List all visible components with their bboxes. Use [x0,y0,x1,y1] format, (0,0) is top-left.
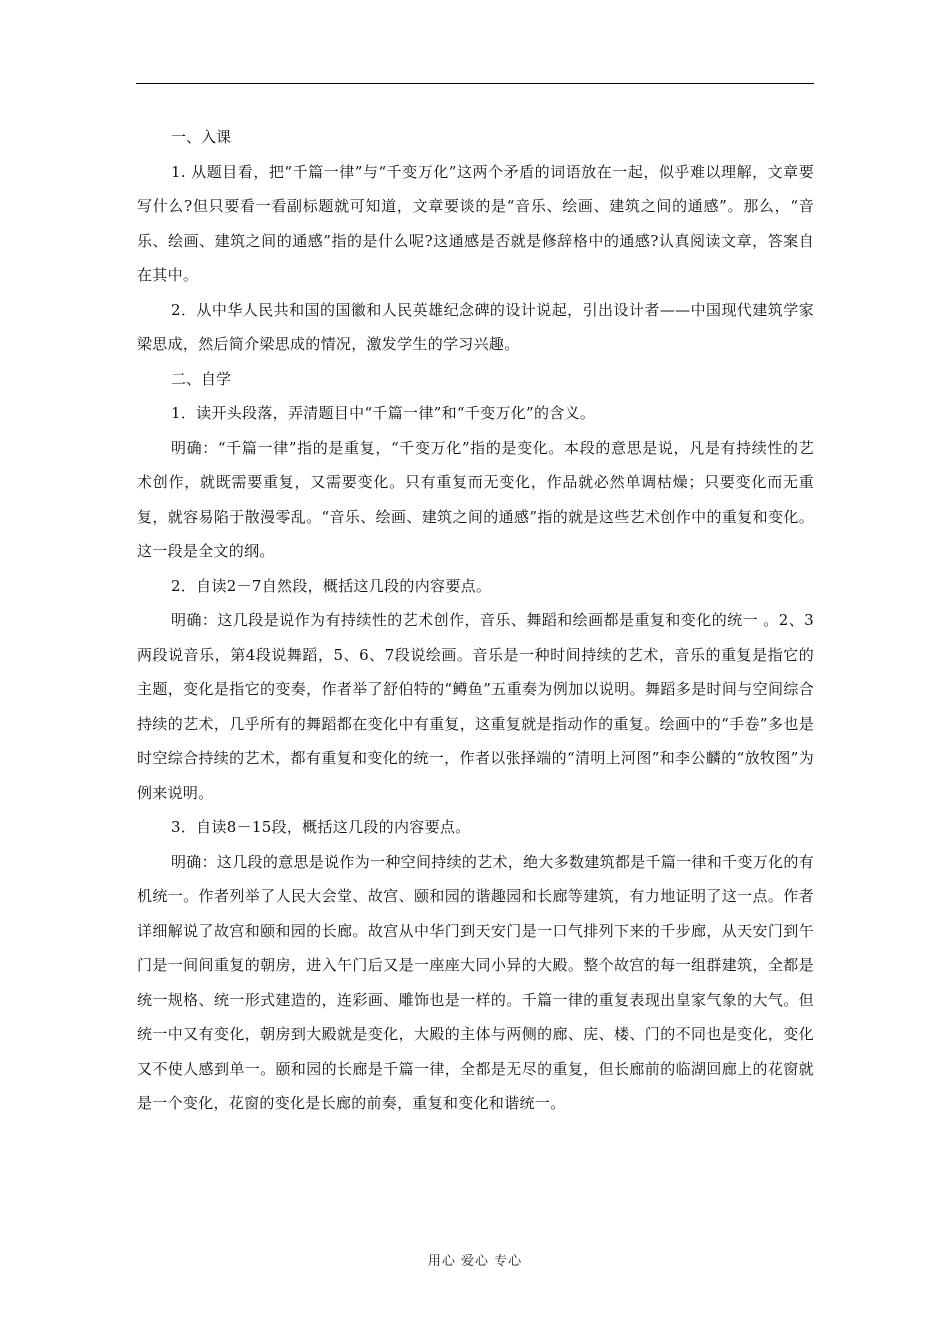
paragraph-study-2-answer: 明确：这几段是说作为有持续性的艺术创作，音乐、舞蹈和绘画都是重复和变化的统一 。2、3两段说音乐，第4段说舞蹈，5、6、7段说绘画。音乐是一种时间持续的艺术，音乐的重复是指它的主题，变化是指它的变奏，作者举了舒伯特的“鳟鱼”五重奏为例加以说明。舞蹈多是时间与空间综合持续的艺术，几乎所有的舞蹈都在变化中有重复，这重复就是指动作的重复。绘画中的“手卷”多也是时空综合持续的艺术，都有重复和变化的统一，作者以张择端的“清明上河图”和李公麟的“放牧图”为例来说明。 [137,611,814,802]
paragraph-study-3: 3．自读8－15段，概括这几段的内容要点。 [171,818,471,836]
paragraph-intro-1: 1. 从题目看，把“千篇一律”与“千变万化”这两个矛盾的词语放在一起，似乎难以理解，文章要写什么?但只要看一看副标题就可知道，文章要谈的是“音乐、绘画、建筑之间的通感”。那么，“音乐、绘画、建筑之间的通感”指的是什么呢?这通感是否就是修辞格中的通感?认真阅读文章，答案自在其中。 [137,162,814,284]
section-heading-intro: 一、入课 [171,128,232,146]
page-footer: 用心 爱心 专心 [427,1254,523,1269]
section-heading-self-study: 二、自学 [171,369,232,388]
paragraph-study-3-answer: 明确：这几段的意思是说作为一种空间持续的艺术，绝大多数建筑都是千篇一律和千变万化的有机统一。作者列举了人民大会堂、故宫、颐和园的谐趣园和长廊等建筑，有力地证明了这一点。作者详细解说了故宫和颐和园的长廊。故宫从中华门到天安门是一口气排列下来的千步廊，从天安门到午门是一间间重复的朝房，进入午门后又是一座座大同小异的大殿。整个故宫的每一组群建筑，全都是统一规格、统一形式建造的，连彩画、雕饰也是一样的。千篇一律的重复表现出皇家气象的大气。但统一中又有变化，朝房到大殿就是变化，大殿的主体与两侧的廊、庑、楼、门的不同也是变化，变化又不使人感到单一。颐和园的长廊是千篇一律，全都是无尽的重复，但长廊前的临湖回廊上的花窗就是一个变化，花窗的变化是长廊的前奏，重复和变化和谐统一。 [137,852,814,1112]
paragraph-study-1-answer: 明确：“千篇一律”指的是重复，“千变万化”指的是变化。本段的意思是说，凡是有持续性的艺术创作，就既需要重复，又需要变化。只有重复而无变化，作品就必然单调枯燥；只要变化而无重复，就容易陷于散漫零乱。“音乐、绘画、建筑之间的通感”指的就是这些艺术创作中的重复和变化。这一段是全文的纲。 [137,438,814,560]
paragraph-study-1: 1．读开头段落，弄清题目中“千篇一律”和“千变万化”的含义。 [171,404,596,422]
header-rule [136,83,814,84]
document-body [137,120,814,1121]
paragraph-intro-2: 2．从中华人民共和国的国徽和人民英雄纪念碑的设计说起，引出设计者——中国现代建筑学家梁思成，然后简介梁思成的情况，激发学生的学习兴趣。 [137,300,814,353]
paragraph-study-2: 2．自读2－7自然段，概括这几段的内容要点。 [171,576,492,595]
